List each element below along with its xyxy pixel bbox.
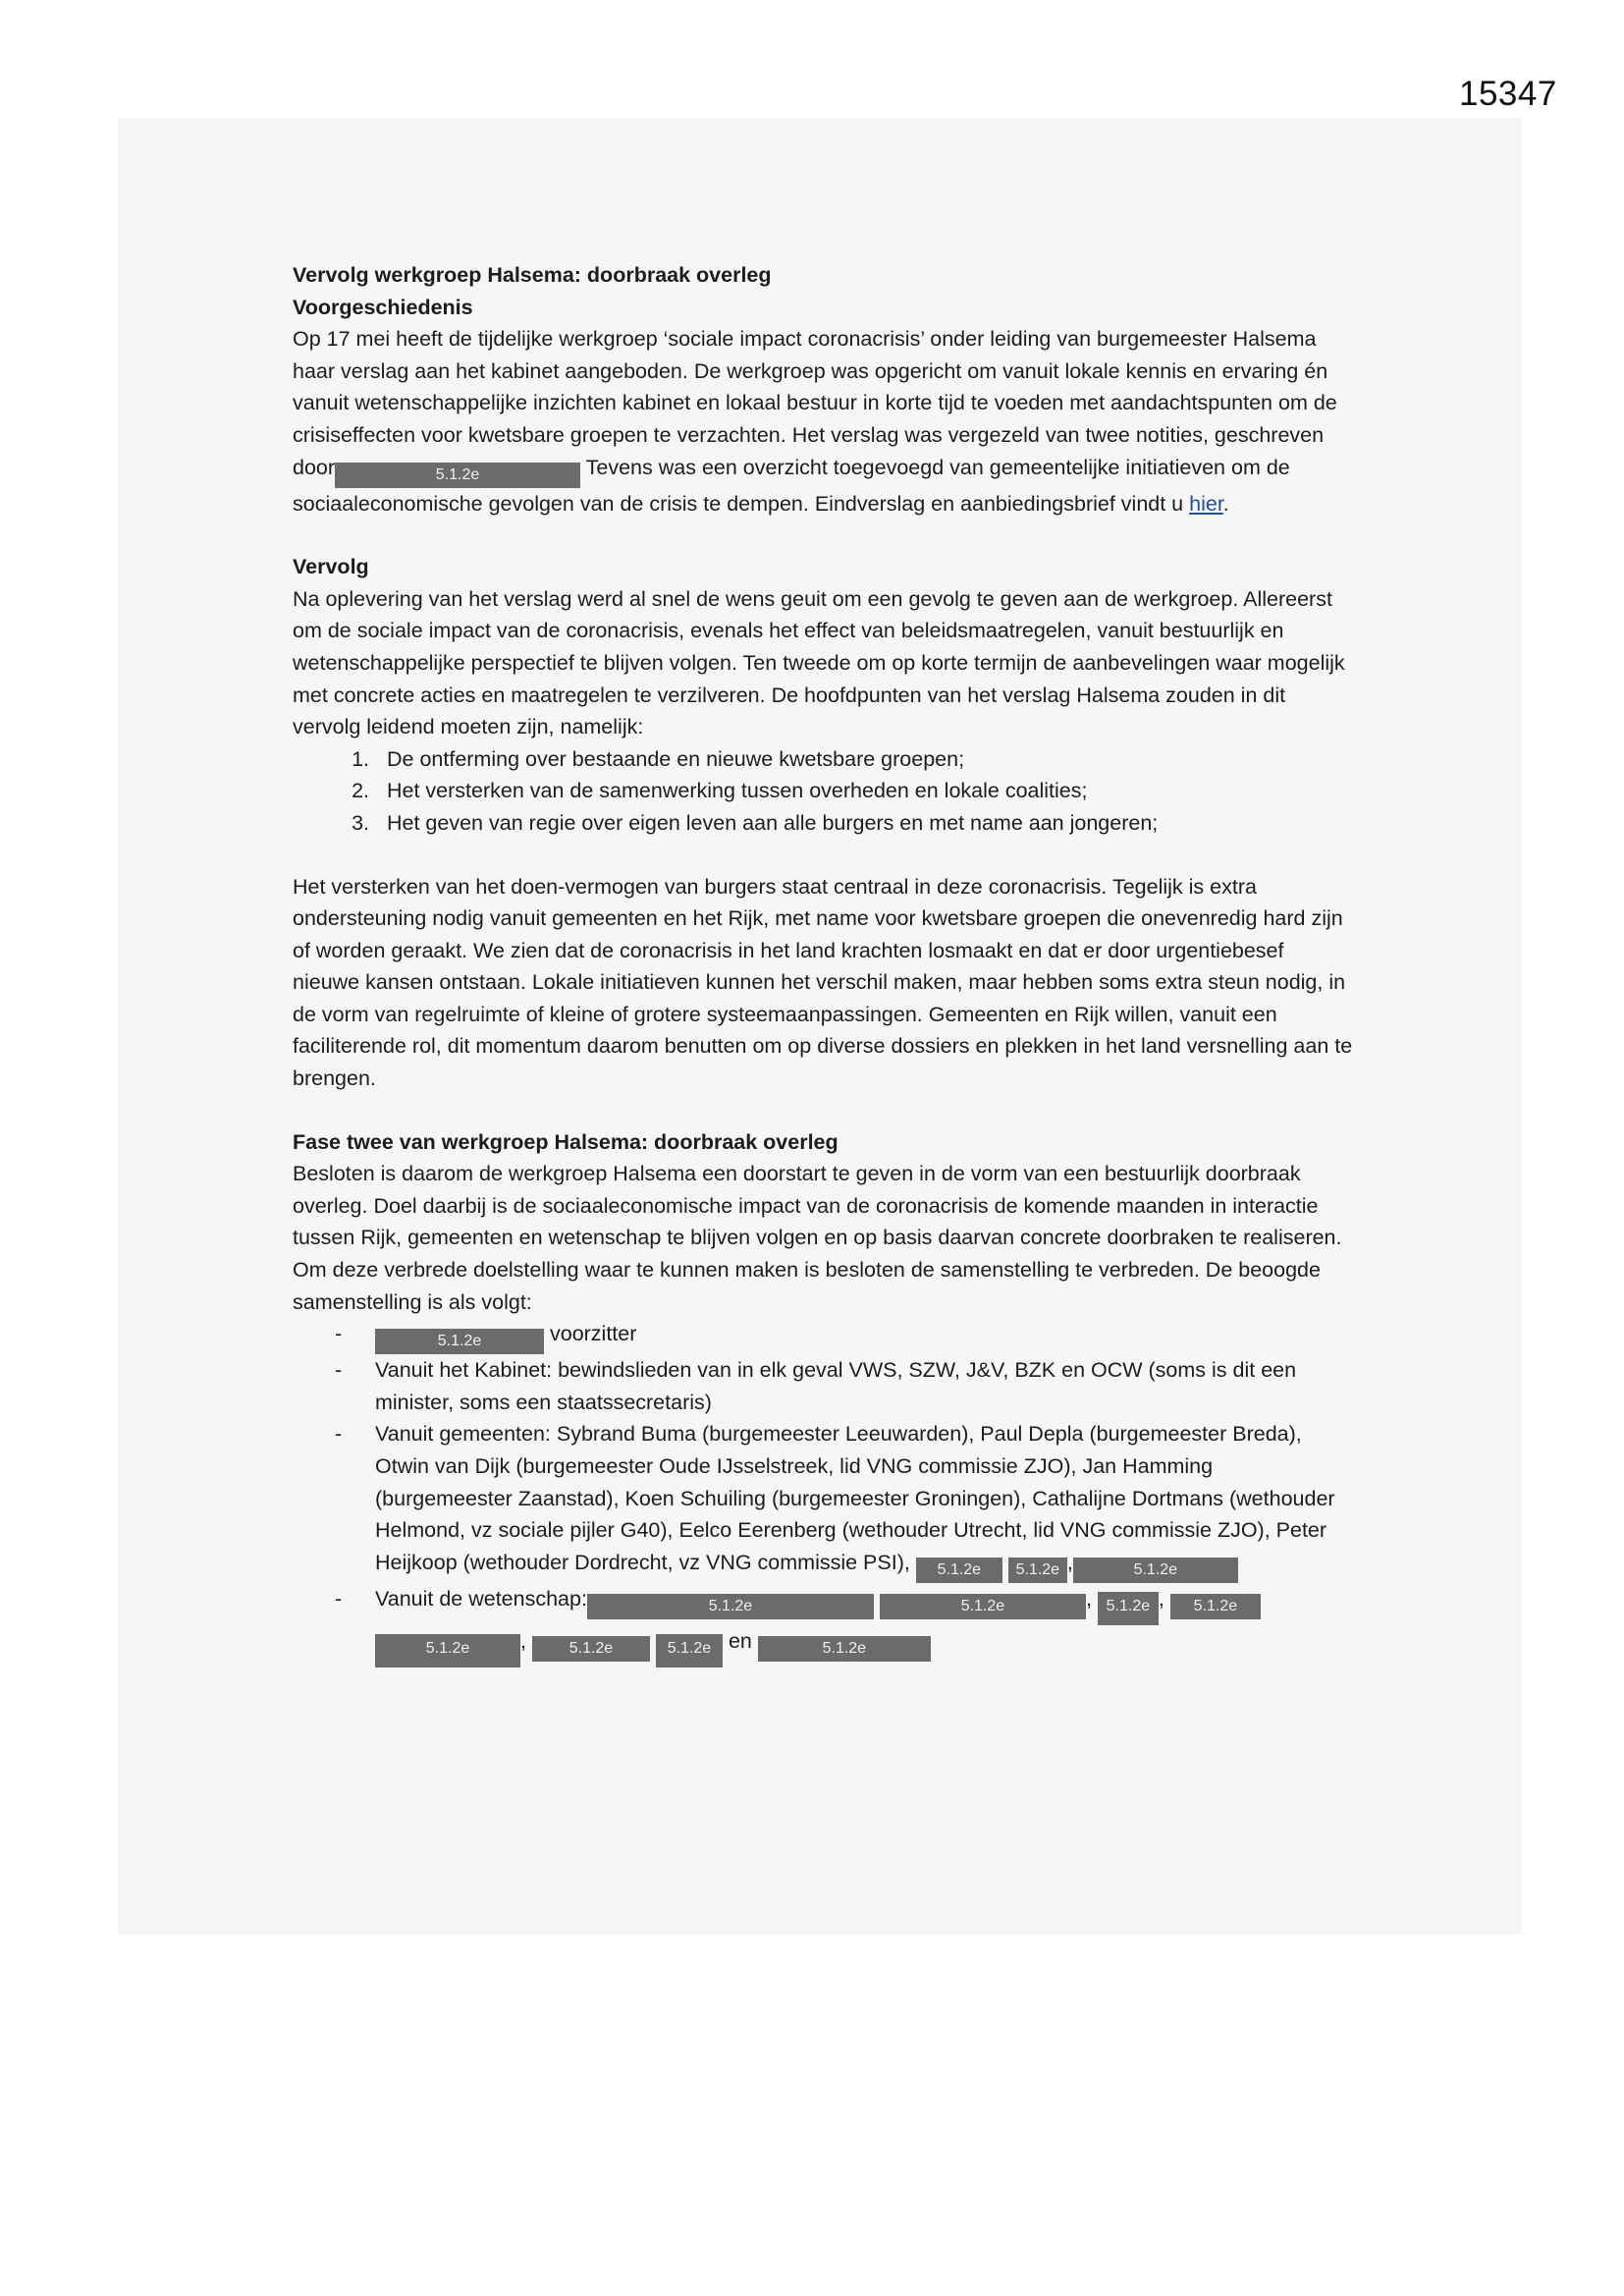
redaction-block: 5.1.2e [532,1636,650,1662]
redaction-block: 5.1.2e [916,1558,1002,1583]
heading-voorgeschiedenis: Voorgeschiedenis [293,295,473,319]
punctuation: , [1066,1550,1073,1574]
composition-list [293,1318,1353,1667]
document-body [293,259,1353,1667]
paragraph-text: Op 17 mei heeft de tijdelijke werkgroep ‘sociale impact coronacrisis’ onder leiding van burgemeester Halsema haar verslag aan het kabinet aangeboden. De werkgroep was opgericht om vanuit lokale kennis en ervaring én vanuit wetenschappelijke inzichten kabinet en lokaal bestuur in korte tijd te voeden met aandachtspunten om de crisiseffecten voor kwetsbare groepen te verzachten. Het verslag was vergezeld van twee notities, geschreven door [293,327,1337,479]
redaction-block: 5.1.2e [375,1329,544,1354]
paragraph-doen-vermogen: Het versterken van het doen-vermogen van burgers staat centraal in deze coronacrisis. Tegelijk is extra ondersteuning nodig vanuit gemeenten en het Rijk, met name voor kwetsbare groepen die onevenredig hard zijn of worden geraakt. We zien dat de coronacrisis in het land krachten losmaakt en dat er door urgentiebesef nieuwe kansen ontstaan. Lokale initiatieven kunnen het verschil maken, maar hebben soms extra steun nodig, in de vorm van regelruimte of kleine of grotere systeemaanpassingen. Gemeenten en Rijk willen, vanuit een faciliterende rol, dit momentum daarom benutten om op diverse dossiers en plekken in het land versnelling aan te brengen. [293,874,1353,1091]
science-label: Vanuit de wetenschap: [375,1586,587,1611]
paragraph-text: Tevens was een overzicht toegevoegd van gemeentelijke initiatieven om de sociaaleconomische gevolgen van de crisis te dempen. Eindverslag en aanbiedingsbrief vindt u [293,455,1290,516]
paragraph-voorgeschiedenis [293,323,1353,519]
page-number: 15347 [1459,75,1557,113]
redaction-block: 5.1.2e [1098,1592,1159,1625]
list-dash: - [335,1422,343,1447]
redaction-block: 5.1.2e [587,1594,874,1619]
link-hier[interactable]: hier [1189,491,1223,516]
list-dash: - [335,1358,343,1383]
list-item-chair [335,1318,1353,1354]
list-item-municipalities [335,1418,1353,1582]
redaction-block: 5.1.2e [375,1634,520,1667]
redaction-block: 5.1.2e [656,1634,723,1667]
list-item-science [335,1583,1353,1667]
chair-label: voorzitter [549,1322,637,1346]
paragraph-vervolg: Na oplevering van het verslag werd al snel de wens geuit om een gevolg te geven aan de werkgroep. Allereerst om de sociale impact van de coronacrisis, evenals het effect van beleidsmaatregelen, vanuit bestuurlijk en wetenschappelijke perspectief te blijven volgen. Ten tweede om op korte termijn de aanbevelingen waar mogelijk met concrete acties en maatregelen te verzilveren. De hoofdpunten van het verslag Halsema zouden in dit vervolg leidend moeten zijn, namelijk: [293,586,1345,739]
main-points-list [293,743,1353,840]
redaction-block: 5.1.2e [1008,1558,1067,1583]
and-word: en [728,1628,752,1653]
list-dash: - [335,1322,343,1346]
heading-fase-twee: Fase twee van werkgroep Halsema: doorbraak overleg [293,1129,839,1154]
list-item-cabinet [335,1354,1353,1418]
list-dash: - [335,1586,343,1611]
punctuation: , [1158,1586,1164,1611]
redaction-block: 5.1.2e [758,1636,931,1662]
redaction-block: 5.1.2e [1170,1594,1261,1619]
list-item: 2. Het versterken van de samenwerking tussen overheden en lokale coalities; [375,775,1353,807]
redaction-block: 5.1.2e [880,1594,1086,1619]
redaction-block: 5.1.2e [335,463,580,488]
paragraph-fase-twee: Besloten is daarom de werkgroep Halsema een doorstart te geven in de vorm van een bestuurlijk doorbraak overleg. Doel daarbij is de sociaaleconomische impact van de coronacrisis de komende maanden in interactie tussen Rijk, gemeenten en wetenschap te blijven volgen en op basis daarvan concrete doorbraken te realiseren. Om deze verbrede doelstelling waar te kunnen maken is besloten de samenstelling te verbreden. De beoogde samenstelling is als volgt: [293,1162,1342,1314]
municipalities-text: Vanuit gemeenten: Sybrand Buma (burgemeester Leeuwarden), Paul Depla (burgemeester Breda), Otwin van Dijk (burgemeester Oude IJsselstreek, lid VNG commissie ZJO), Jan Hamming (burgemeester Zaanstad), Koen Schuiling (burgemeester Groningen), Cathalijne Dortmans (wethouder Helmond, vz sociale pijler G40), Eelco Eerenberg (wethouder Utrecht, lid VNG commissie ZJO), Peter Heijkoop (wethouder Dordrecht, vz VNG commissie PSI), [375,1422,1335,1574]
punctuation: . [1222,491,1229,516]
redaction-block: 5.1.2e [1073,1558,1238,1583]
punctuation: , [1085,1586,1092,1611]
document-title: Vervolg werkgroep Halsema: doorbraak overleg [293,263,772,287]
list-item: 3. Het geven van regie over eigen leven aan alle burgers en met name aan jongeren; [375,807,1353,840]
punctuation: , [520,1628,526,1653]
cabinet-text: Vanuit het Kabinet: bewindslieden van in elk geval VWS, SZW, J&V, BZK en OCW (soms is dit een minister, soms een staatssecretaris) [375,1358,1297,1414]
list-item: 1. De ontferming over bestaande en nieuwe kwetsbare groepen; [375,743,1353,776]
heading-vervolg: Vervolg [293,555,369,579]
